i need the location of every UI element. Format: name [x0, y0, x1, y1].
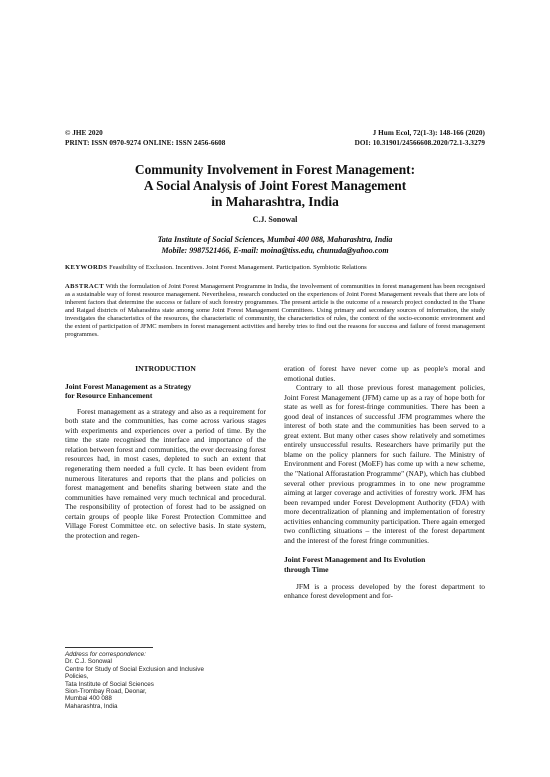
keywords-label: KEYWORDS: [65, 264, 108, 271]
issn-line: PRINT: ISSN 0970-9274 ONLINE: ISSN 2456-6608: [65, 139, 226, 147]
affiliation-line-1: Tata Institute of Social Sciences, Mumbai 400 088, Maharashtra, India: [157, 235, 393, 244]
correspondence-line: Maharashtra, India: [65, 702, 118, 710]
author-name: C.J. Sonowal: [252, 215, 298, 224]
copyright-line: © JHE 2020: [65, 129, 103, 137]
citation-line: J Hum Ecol, 72(1-3): 148-166 (2020): [372, 129, 485, 137]
keywords: [65, 264, 485, 271]
left-column: [65, 364, 266, 540]
header-row-2: [65, 139, 485, 147]
abstract-label: ABSTRACT: [65, 283, 105, 290]
paragraph-contrary: Contrary to all those previous forest management policies, Joint Forest Management (JFM) came up as a ray of hope both for state as well as for forest-fringe communities. There has been a good deal of instances of successful JFM programmes where the interest of both state and the communities has been served to a great extent. But many other cases show relatively and sometimes entirely unsuccessful results. Researchers have primarily put the blame on the policy planners for such failure. The Ministry of Environment and Forest (MoEF) has come up with a new scheme, the "National Afforastation Programme" (NAP), which has clubbed several other previous programmes in to one new programme aiming at larger coverage and activities of forestry work. JFM has been revamped under Forest Development Authority (FDA) with more decentralization of planning and implementation of forestry activities enhancing community participation. There again emerged two conflicting situations – the interest of the forest department and the interest of the forest fringe communities.: [284, 383, 485, 545]
title-line-2: A Social Analysis of Joint Forest Management: [143, 178, 407, 193]
correspondence-label: Address for correspondence:: [65, 651, 146, 658]
title-line-1: Community Involvement in Forest Management:: [134, 162, 416, 177]
section-heading-introduction: INTRODUCTION: [135, 364, 196, 373]
abstract-text: With the formulation of Joint Forest Management Programme in India, the involvement of communities in forest management has been recognised as a sustainable way of forest resource management. Nevertheless, research conducted on the experiences of Joint Forest Management reveals that there are lots of inherent factors that determine the success or failure of such forestry programmes. The present article is the outcome of a research project conducted in the Thane and Raigad districts of Maharashtra state among some Joint Forest Management Committees. Using primary and secondary sources of information, the study investigates the characteristics of the resources, the characteristic of community, the characteristics of rules, the context of the socio-economic environment and the extent of participation of JFMC members in forest management activities and hereby tries to find out the reasons for success and failure of forest management programmes.: [65, 283, 485, 338]
correspondence-line: Centre for Study of Social Exclusion and Inclusive: [65, 665, 204, 673]
correspondence-line: Sion-Trombay Road, Deonar,: [65, 688, 147, 696]
correspondence-line: Tata Institute of Social Sciences: [65, 680, 154, 688]
subheading-jfm-strategy: [65, 382, 266, 401]
paragraph-jfm-process: JFM is a process developed by the forest department to enhance forest development and for-: [284, 581, 485, 601]
correspondence-line: Dr. C.J. Sonowal: [65, 658, 112, 666]
header-row-1: [65, 129, 485, 137]
footnote-rule: [65, 647, 153, 648]
affiliation-line-2: Mobile: 9987521466, E-mail: moina@tiss.edu, chunuda@yahoo.com: [161, 245, 389, 255]
article-title: [65, 162, 485, 210]
subheading-line-1: Joint Forest Management as a Strategy: [65, 381, 192, 391]
right-column: [284, 364, 485, 601]
subheading-jfm-evolution: [284, 555, 485, 574]
correspondence-line: Mumbai 400 088: [65, 695, 112, 703]
subheading-line-2: through Time: [284, 564, 329, 574]
subheading-line-1: Joint Forest Management and Its Evolution: [284, 555, 426, 565]
title-line-3: in Maharashtra, India: [211, 194, 339, 209]
abstract: [65, 283, 485, 339]
subheading-line-2: for Resource Enhancement: [65, 391, 153, 401]
doi-line: DOI: 10.31901/24566608.2020/72.1-3.3279: [354, 139, 485, 147]
correspondence-address: [65, 651, 266, 710]
intro-paragraph: Forest management as a strategy and also as a requirement for both state and the communities, has come across various stages with experiments and experiences over a period of time. By the time the state recognised the interface and importance of the relation between forest and communities, the ever decreasing forest resources had, in most cases, depleted to such an extent that regenerating them needed a full cycle. It has been evident from numerous literatures and reports that the plans and policies on forest management and benefits sharing between state and the communities have remained very much technical and procedural. The responsibility of protection of forest had to be assigned on certain groups of people like Forest Protection Committee and Village Forest Committee etc. on selective basis. In state system, the protection and regen-: [65, 406, 266, 540]
affiliation: [65, 235, 485, 256]
correspondence-line: Policies,: [65, 673, 89, 681]
paragraph-continued: eration of forest have never come up as people's moral and emotional duties.: [284, 364, 485, 383]
keywords-text: Feasibility of Exclusion. Incentives. Joint Forest Management. Participation. Symbiotic Relations: [109, 264, 367, 271]
